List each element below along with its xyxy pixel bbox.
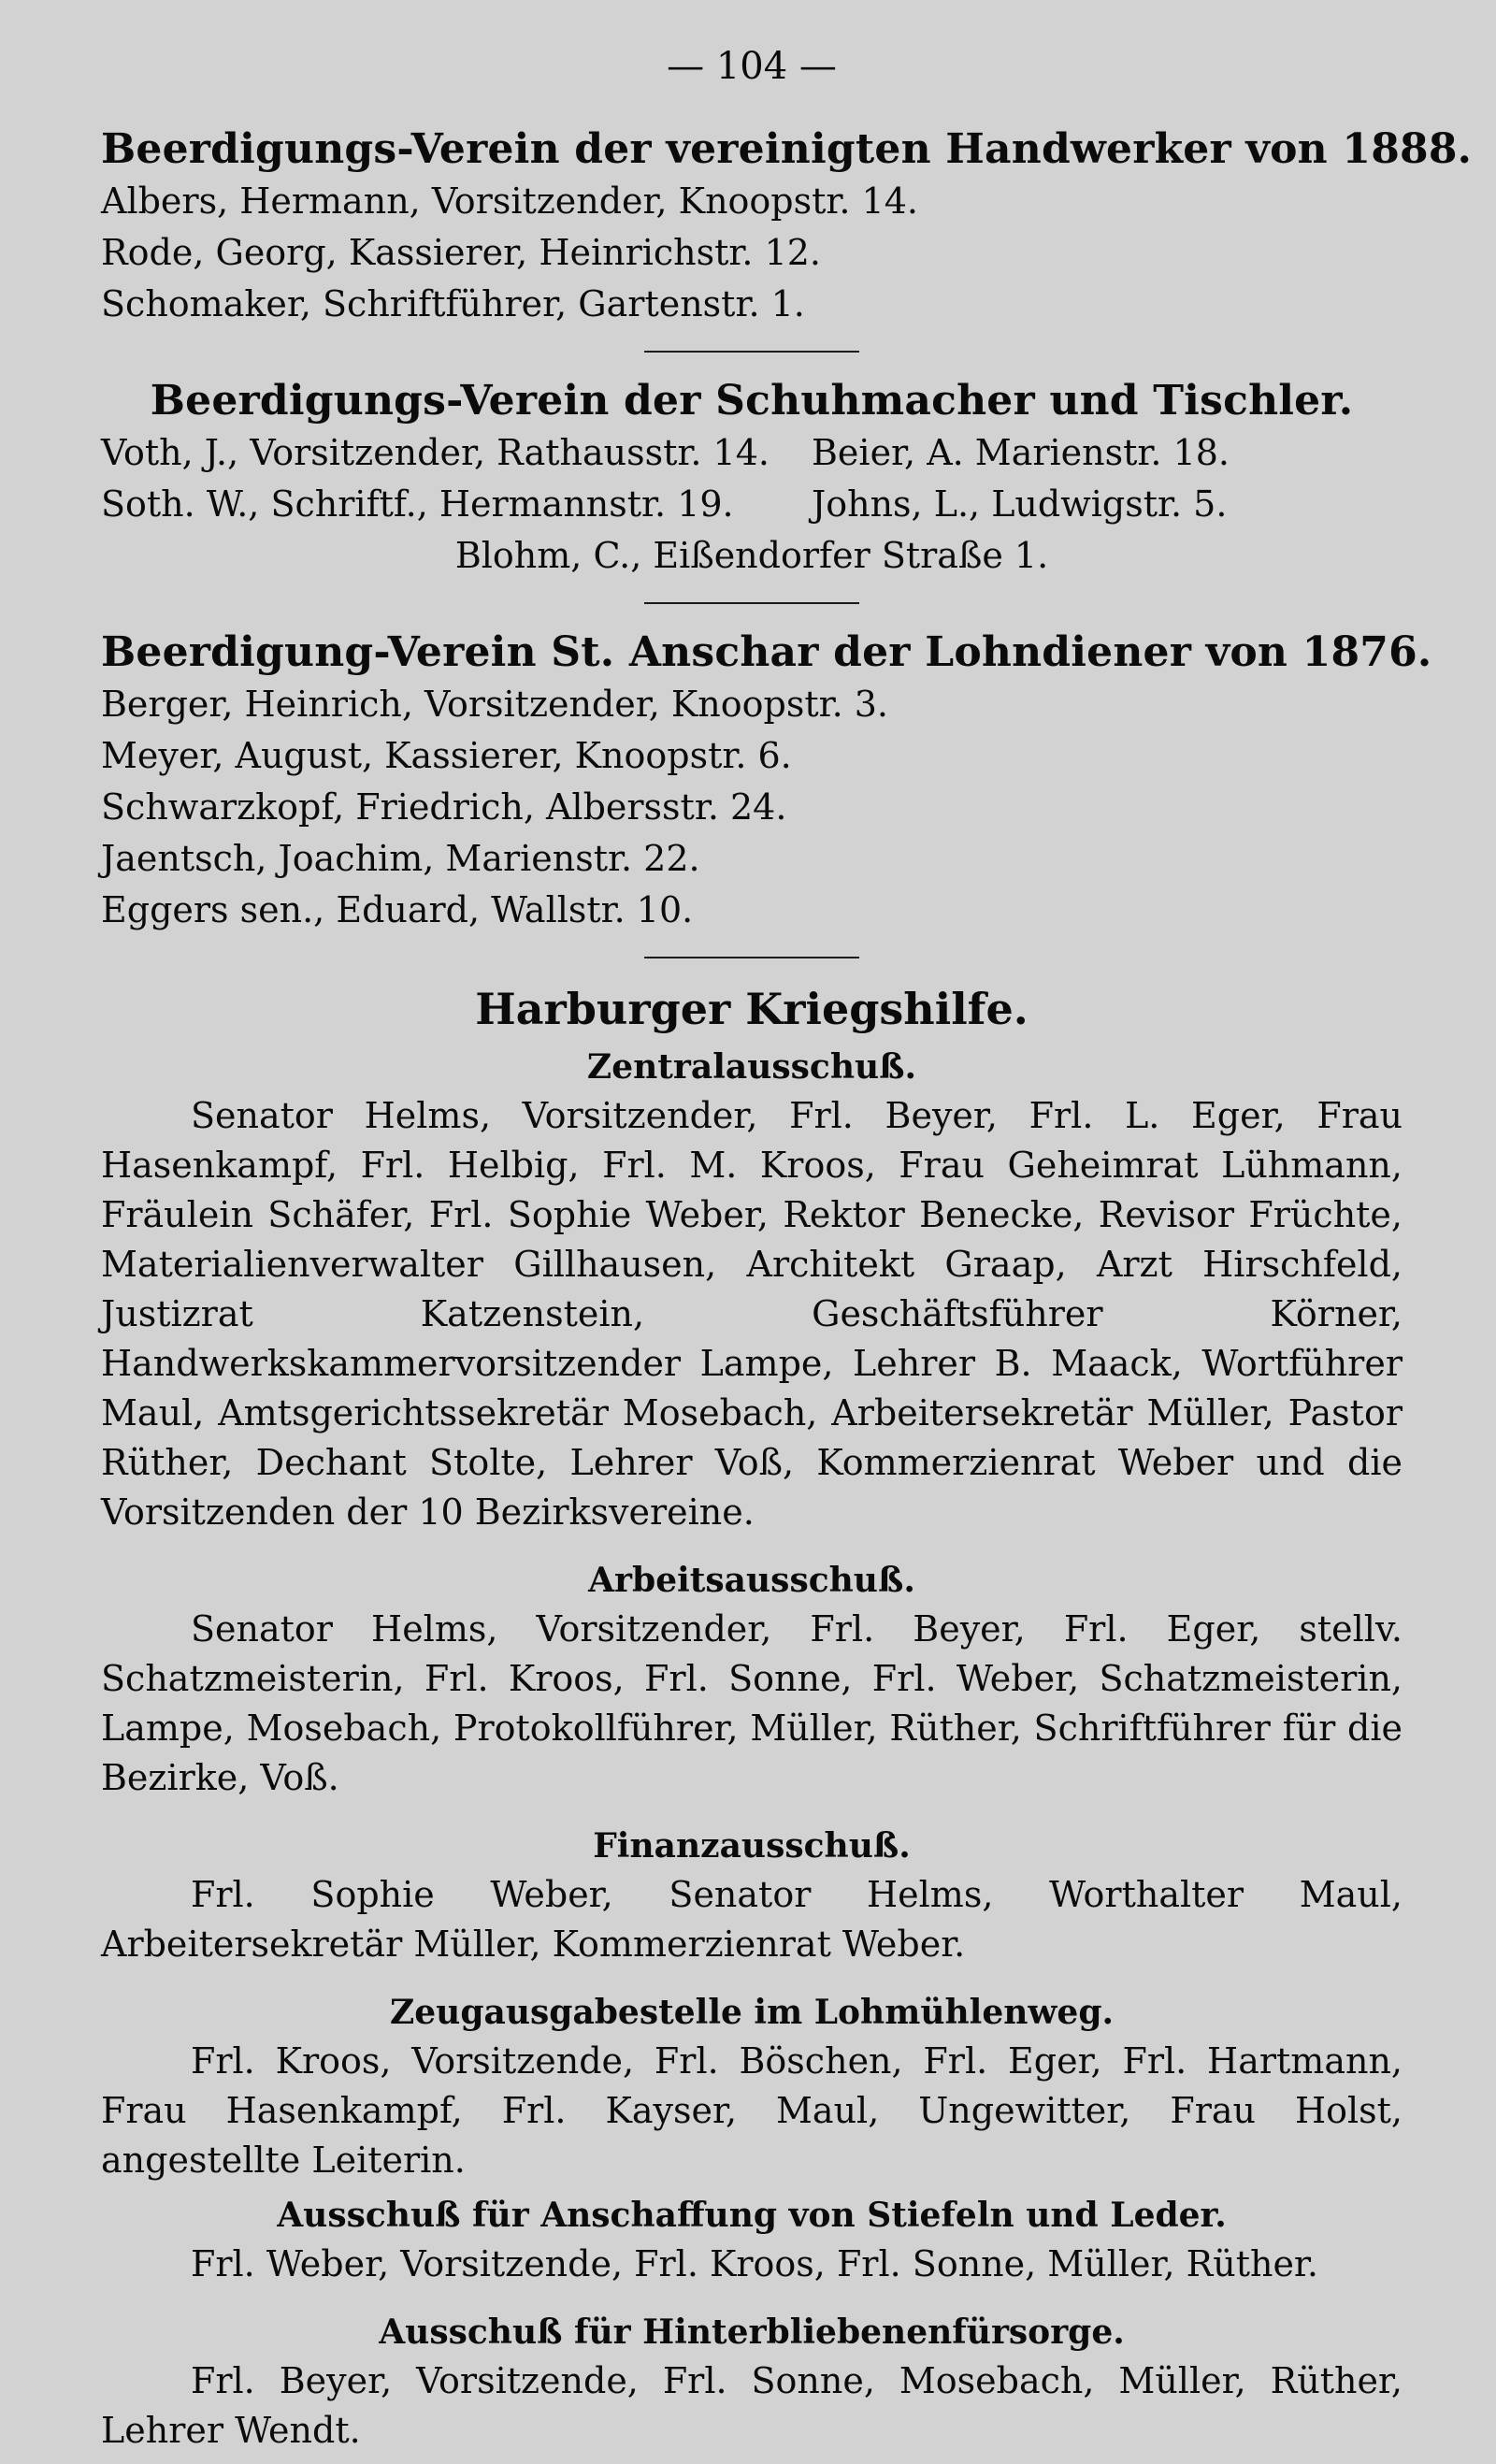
section-kriegshilfe: [101, 981, 1402, 2456]
section-heading: Beerdigungs-Verein der vereinigten Handwerker von 1888.: [101, 125, 1473, 173]
entry-line: Schwarzkopf, Friedrich, Albersstr. 24.: [101, 786, 787, 828]
member-paragraph: Senator Helms, Vorsitzender, Frl. Beyer, Frl. L. Eger, Frau Hasenkampf, Frl. Helbig, Frl. M. Kroos, Frau Geheimrat Lühmann, Fräulein Schäfer, Frl. Sophie Weber, Rektor Benecke, Revisor Früchte, Materialienverwalter Gillhausen, Architekt Graap, Arzt Hirschfeld, Justizrat Katzenstein, Geschäftsführer Körner, Handwerkskammervorsitzender Lampe, Lehrer B. Maack, Wortführer Maul, Amtsgerichtssekretär Mosebach, Arbeitersekretär Müller, Pastor Rüther, Dechant Stolte, Lehrer Voß, Kommerzienrat Weber und die Vorsitzenden der 10 Bezirksvereine.: [101, 1095, 1402, 1533]
page-number: — 104 —: [667, 45, 837, 88]
entry-line: Blohm, C., Eißendorfer Straße 1.: [454, 535, 1049, 576]
divider: [644, 957, 859, 958]
section-schuhmacher: [101, 375, 1402, 582]
entry-line: Rode, Georg, Kassierer, Heinrichstr. 12.: [101, 232, 822, 273]
member-paragraph: Senator Helms, Vorsitzender, Frl. Beyer, Frl. Eger, stellv. Schatzmeisterin, Frl. Kroos, Frl. Sonne, Frl. Weber, Schatzmeisterin, Lampe, Mosebach, Protokollführer, Müller, Rüther, Schriftführer für die Bezirke, Voß.: [101, 1608, 1402, 1798]
subsection-heading: Ausschuß für Hinterbliebenenfürsorge.: [379, 2313, 1125, 2352]
entry-row: [101, 427, 1402, 479]
member-paragraph: Frl. Beyer, Vorsitzende, Frl. Sonne, Mosebach, Müller, Rüther, Lehrer Wendt.: [101, 2360, 1402, 2451]
entry-right: Johns, L., Ludwigstr. 5.: [812, 483, 1228, 525]
subsection-heading: Ausschuß für Anschaffung von Stiefeln und Leder.: [277, 2196, 1227, 2235]
section-heading: Beerdigungs-Verein der Schuhmacher und Tischler.: [150, 377, 1354, 425]
entry-left: Soth. W., Schriftf., Hermannstr. 19.: [101, 483, 734, 525]
entry-line: Eggers sen., Eduard, Wallstr. 10.: [101, 889, 694, 930]
member-paragraph: Frl. Kroos, Vorsitzende, Frl. Böschen, Frl. Eger, Frl. Hartmann, Frau Hasenkampf, Frl. Kayser, Maul, Ungewitter, Frau Holst, angestellte Leiterin.: [101, 2040, 1402, 2181]
member-paragraph: Frl. Sophie Weber, Senator Helms, Worthalter Maul, Arbeitersekretär Müller, Kommerzienrat Weber.: [101, 1874, 1402, 1965]
divider: [644, 351, 859, 353]
subsection-heading: Zeugausgabestelle im Lohmühlenweg.: [389, 1993, 1115, 2032]
subsection-heading: Finanzausschuß.: [593, 1826, 911, 1866]
section-heading: Harburger Kriegshilfe.: [475, 984, 1028, 1034]
entry-left: Voth, J., Vorsitzender, Rathausstr. 14.: [101, 432, 770, 473]
entry-right: Beier, A. Marienstr. 18.: [812, 432, 1230, 473]
entry-line: Albers, Hermann, Vorsitzender, Knoopstr. 14.: [101, 180, 918, 222]
section-ansgar: [101, 627, 1432, 936]
section-heading: Beerdigung-Verein St. Anschar der Lohndiener von 1876.: [101, 628, 1432, 676]
entry-line: Meyer, August, Kassierer, Knoopstr. 6.: [101, 735, 792, 776]
divider: [644, 602, 859, 604]
entry-row: [101, 479, 1402, 530]
subsection-heading: Arbeitsausschuß.: [588, 1561, 915, 1600]
member-paragraph: Frl. Weber, Vorsitzende, Frl. Kroos, Frl. Sonne, Müller, Rüther.: [191, 2243, 1318, 2284]
entry-line: Berger, Heinrich, Vorsitzender, Knoopstr. 3.: [101, 684, 889, 725]
subsection-heading: Zentralausschuß.: [586, 1047, 917, 1087]
entry-line: Schomaker, Schriftführer, Gartenstr. 1.: [101, 283, 805, 324]
section-handwerker: [101, 123, 1473, 330]
entry-line: Jaentsch, Joachim, Marienstr. 22.: [101, 838, 700, 879]
